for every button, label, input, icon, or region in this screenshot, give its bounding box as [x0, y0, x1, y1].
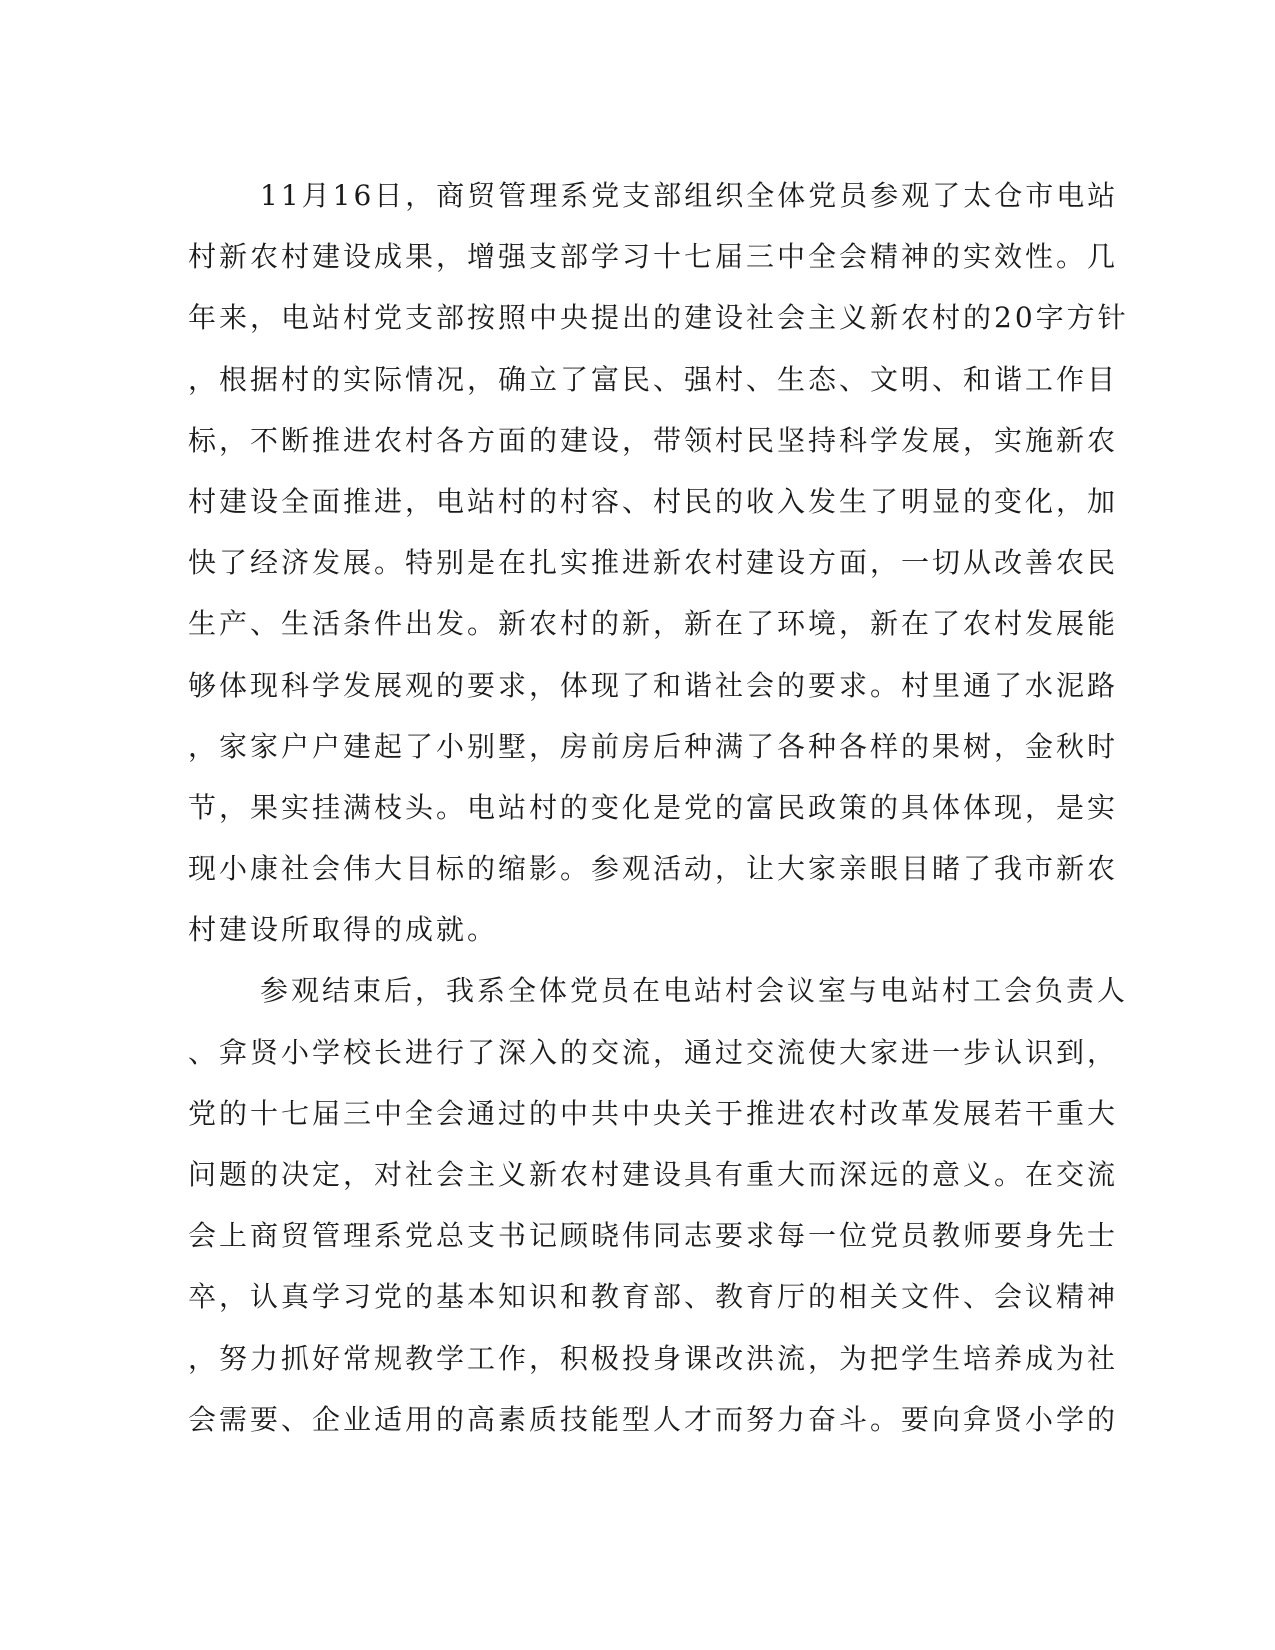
text-line: 问题的决定，对社会主义新农村建设具有重大而深远的意义。在交流	[188, 1158, 1119, 1191]
text-line: 节，果实挂满枝头。电站村的变化是党的富民政策的具体体现，是实	[188, 790, 1119, 824]
text-line: 生产、生活条件出发。新农村的新，新在了环境，新在了农村发展能	[188, 607, 1119, 641]
paragraph-1	[188, 165, 1129, 960]
text-line: 标，不断推进农村各方面的建设，带领村民坚持科学发展，实施新农	[188, 423, 1119, 457]
text-line: 现小康社会伟大目标的缩影。参观活动，让大家亲眼目睹了我市新农	[188, 852, 1119, 886]
text-line: ，努力抓好常规教学工作，积极投身课改洪流，为把学生培养成为社	[188, 1341, 1119, 1375]
text-line: 快了经济发展。特别是在扎实推进新农村建设方面，一切从改善农民	[188, 546, 1119, 580]
body-text	[188, 165, 1129, 1450]
text-line: 11月16日，商贸管理系党支部组织全体党员参观了太仓市电站	[260, 179, 1119, 212]
paragraph-2	[188, 960, 1129, 1450]
text-line: 村建设全面推进，电站村的村容、村民的收入发生了明显的变化，加	[188, 484, 1119, 518]
text-line: 年来，电站村党支部按照中央提出的建设社会主义新农村的20字方针	[188, 301, 1129, 335]
text-line: 卒，认真学习党的基本知识和教育部、教育厅的相关文件、会议精神	[188, 1280, 1119, 1314]
text-line: 够体现科学发展观的要求，体现了和谐社会的要求。村里通了水泥路	[188, 668, 1119, 702]
text-line: 、弇贤小学校长进行了深入的交流，通过交流使大家进一步认识到，	[188, 1035, 1119, 1069]
text-line: 会上商贸管理系党总支书记顾晓伟同志要求每一位党员教师要身先士	[188, 1219, 1119, 1253]
text-line: 村新农村建设成果，增强支部学习十七届三中全会精神的实效性。几	[188, 240, 1119, 274]
text-line: 参观结束后，我系全体党员在电站村会议室与电站村工会负责人	[260, 974, 1129, 1008]
text-line: ，家家户户建起了小别墅，房前房后种满了各种各样的果树，金秋时	[188, 729, 1119, 763]
text-line: ，根据村的实际情况，确立了富民、强村、生态、文明、和谐工作目	[188, 362, 1119, 396]
text-line: 会需要、企业适用的高素质技能型人才而努力奋斗。要向弇贤小学的	[188, 1402, 1119, 1436]
text-line: 党的十七届三中全会通过的中共中央关于推进农村改革发展若干重大	[188, 1096, 1119, 1130]
text-line: 村建设所取得的成就。	[188, 913, 499, 947]
